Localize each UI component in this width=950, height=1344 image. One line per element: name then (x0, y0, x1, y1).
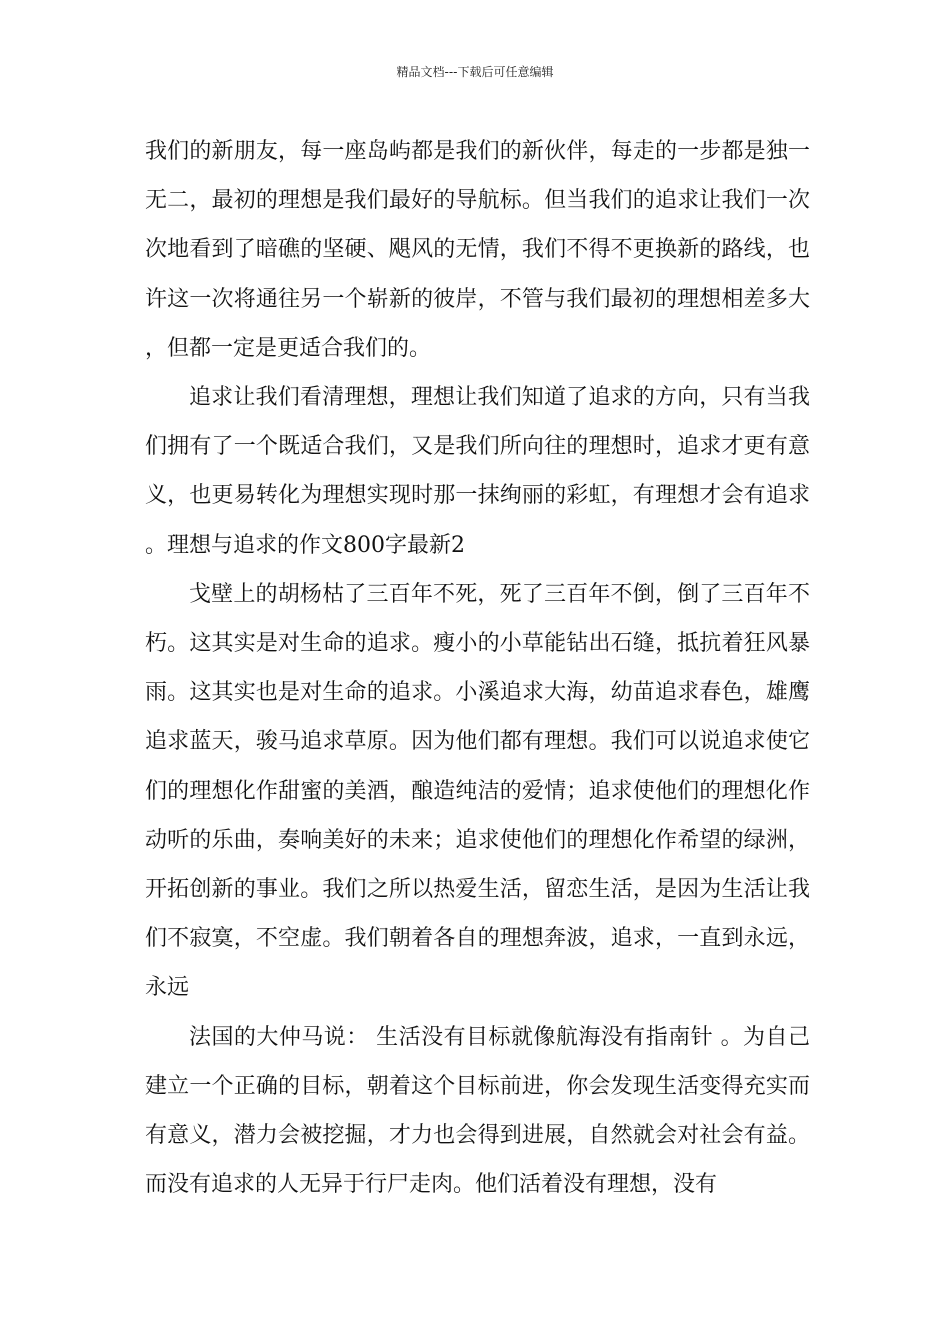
paragraph-4: 法国的大仲马说： 生活没有目标就像航海没有指南针 。为自己建立一个正确的目标，朝着这个目标前进，你会发现生活变得充实而有意义，潜力会被挖掘，才力也会得到进展，自然就会对社会有益。而没有追求的人无异于行尸走肉。他们活着没有理想，没有 (145, 1024, 810, 1198)
paragraph-1: 我们的新朋友，每一座岛屿都是我们的新伙伴，每走的一步都是独一无二，最初的理想是我们最好的导航标。但当我们的追求让我们一次次地看到了暗礁的坚硬、飓风的无情，我们不得不更换新的路线，也许这一次将通往另一个崭新的彼岸，不管与我们最初的理想相差多大，但都一定是更适合我们的。 (145, 139, 810, 361)
document-body (145, 127, 810, 1209)
page-header: 精品文档---下载后可任意编辑 (396, 65, 554, 79)
paragraph-2: 追求让我们看清理想，理想让我们知道了追求的方向，只有当我们拥有了一个既适合我们，又是我们所向往的理想时，追求才更有意义，也更易转化为理想实现时那一抹绚丽的彩虹，有理想才会有追求。理想与追求的作文800字最新2 (145, 385, 810, 558)
paragraph-3: 戈壁上的胡杨枯了三百年不死，死了三百年不倒，倒了三百年不朽。这其实是对生命的追求。瘦小的小草能钻出石缝，抵抗着狂风暴雨。这其实也是对生命的追求。小溪追求大海，幼苗追求春色，雄鹰追求蓝天，骏马追求草原。因为他们都有理想。我们可以说追求使它们的理想化作甜蜜的美酒，酿造纯洁的爱情；追求使他们的理想化作动听的乐曲，奏响美好的未来；追求使他们的理想化作希望的绿洲，开拓创新的事业。我们之所以热爱生活，留恋生活，是因为生活让我们不寂寞，不空虚。我们朝着各自的理想奔波，追求，一直到永远，永远 (145, 581, 810, 1001)
